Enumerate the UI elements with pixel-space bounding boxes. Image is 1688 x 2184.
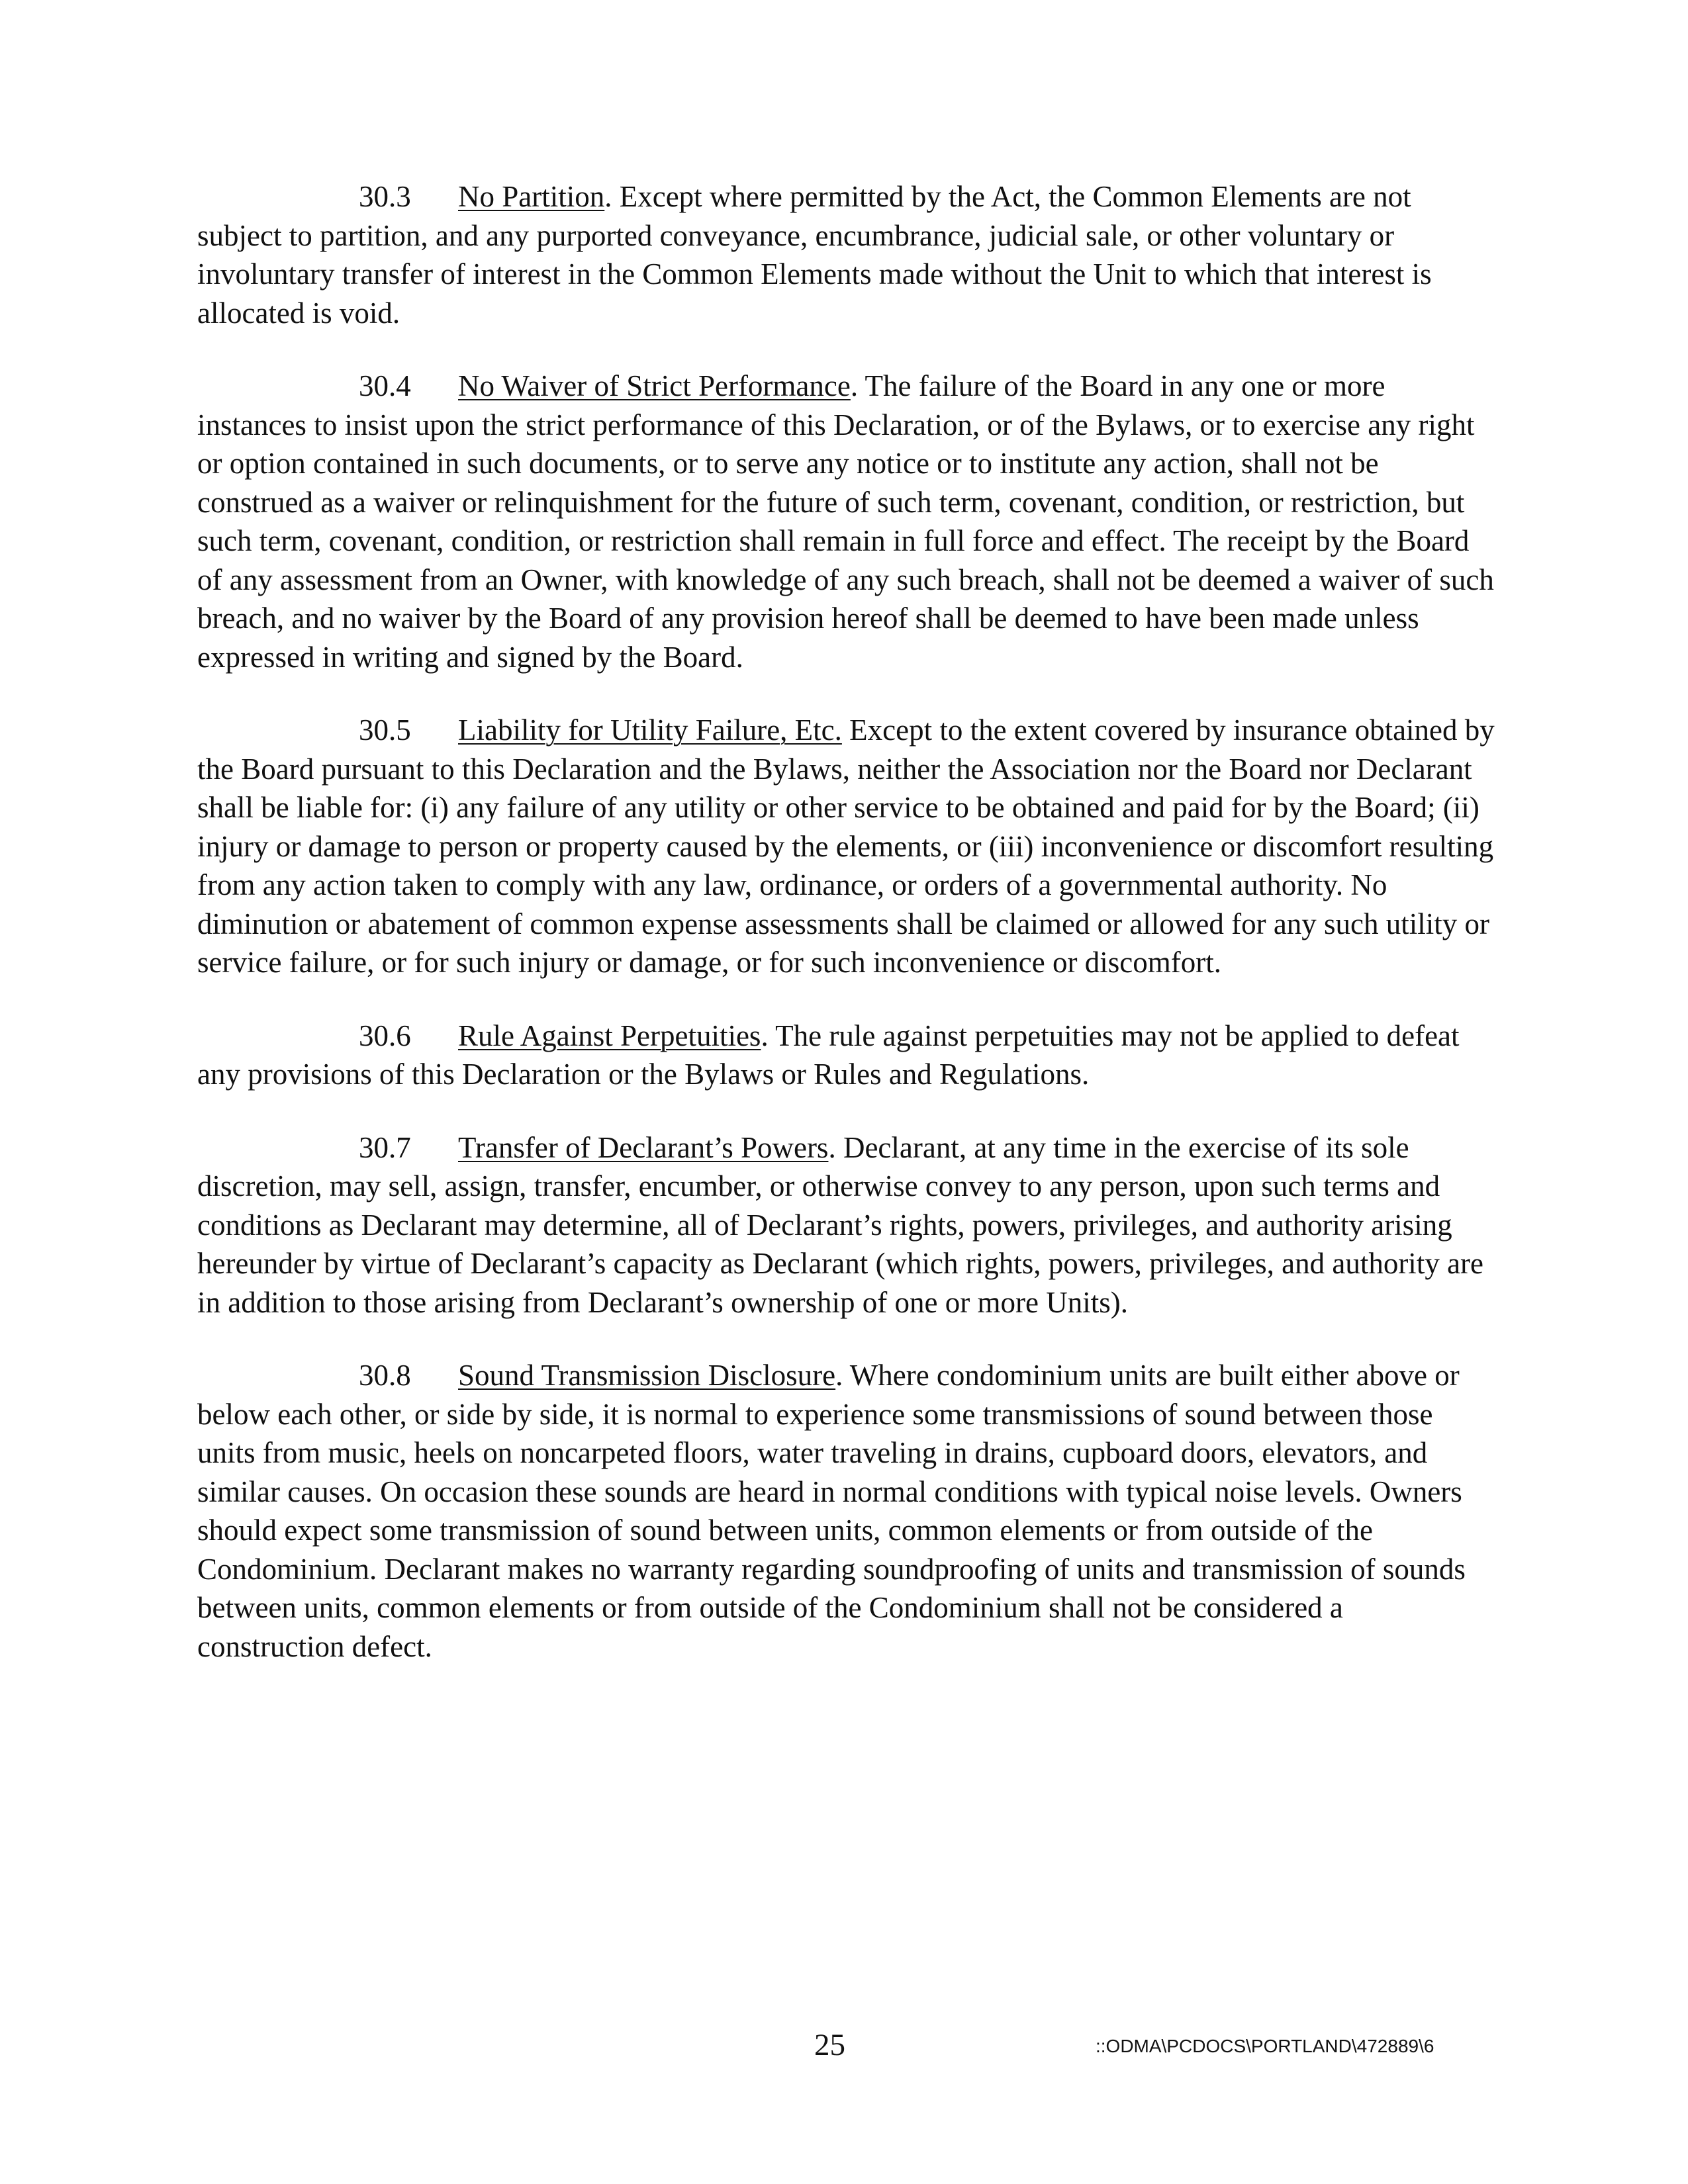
- section-30-5: [197, 711, 1495, 982]
- section-text: . Where condominium units are built either above or below each other, or side by side, it is normal to experience some transmissions of sound between those units from music, heels on noncarpeted floors, water traveling in drains, cupboard doors, elevators, and similar causes. On occasion these sounds are heard in normal conditions with typical noise levels. Owners should expect some transmission of sound between units, common elements or from outside of the Condominium. Declarant makes no warranty regarding soundproofing of units and transmission of sounds between units, common elements or from outside of the Condominium shall not be considered a construction defect.: [197, 1359, 1466, 1663]
- section-heading: Sound Transmission Disclosure: [458, 1359, 836, 1392]
- section-text: Except to the extent covered by insurance obtained by the Board pursuant to this Declaration and the Bylaws, neither the Association nor the Board nor Declarant shall be liable for: (i) any failure of any utility or other service to be obtained and paid for by the Board; (ii) injury or damage to person or property caused by the elements, or (iii) inconvenience or discomfort resulting from any action taken to comply with any law, ordinance, or orders of a governmental authority. No diminution or abatement of common expense assessments shall be claimed or allowed for any such utility or service failure, or for such injury or damage, or for such inconvenience or discomfort.: [197, 713, 1495, 979]
- document-body: [197, 177, 1495, 1700]
- section-text: . The rule against perpetuities may not be applied to defeat any provisions of this Declaration or the Bylaws or Rules and Regulations.: [197, 1019, 1460, 1091]
- section-30-7: [197, 1128, 1495, 1322]
- section-number: 30.6: [359, 1019, 411, 1052]
- section-number: 30.3: [359, 180, 411, 213]
- section-heading: No Partition: [458, 180, 605, 213]
- section-30-6: [197, 1017, 1495, 1094]
- section-text: . Declarant, at any time in the exercise of its sole discretion, may sell, assign, transfer, encumber, or otherwise convey to any person, upon such terms and conditions as Declarant may determine, all of Declarant’s rights, powers, privileges, and authority arising hereunder by virtue of Declarant’s capacity as Declarant (which rights, powers, privileges, and authority are in addition to those arising from Declarant’s ownership of one or more Units).: [197, 1130, 1483, 1319]
- section-30-4: [197, 367, 1495, 676]
- page-number: 25: [814, 2028, 845, 2062]
- section-text: . Except where permitted by the Act, the Common Elements are not subject to partition, and any purported conveyance, encumbrance, judicial sale, or other voluntary or involuntary transfer of interest in the Common Elements made without the Unit to which that interest is allocated is void.: [197, 180, 1432, 330]
- section-number: 30.5: [359, 713, 411, 747]
- section-number: 30.8: [359, 1359, 411, 1392]
- section-30-3: [197, 177, 1495, 332]
- document-path: ::ODMA\PCDOCS\PORTLAND\472889\6: [1096, 2036, 1434, 2056]
- section-number: 30.7: [359, 1130, 411, 1164]
- section-heading: Rule Against Perpetuities: [458, 1019, 761, 1052]
- section-heading: Liability for Utility Failure, Etc.: [458, 713, 842, 747]
- section-30-8: [197, 1356, 1495, 1666]
- section-heading: Transfer of Declarant’s Powers: [458, 1130, 829, 1164]
- section-heading: No Waiver of Strict Performance: [458, 369, 851, 402]
- section-text: . The failure of the Board in any one or more instances to insist upon the strict performance of this Declaration, or of the Bylaws, or to exercise any right or option contained in such documents, or to serve any notice or to institute any action, shall not be construed as a waiver or relinquishment for the future of such term, covenant, condition, or restriction, but such term, covenant, condition, or restriction shall remain in full force and effect. The receipt by the Board of any assessment from an Owner, with knowledge of any such breach, shall not be deemed a waiver of such breach, and no waiver by the Board of any provision hereof shall be deemed to have been made unless expressed in writing and signed by the Board.: [197, 369, 1494, 674]
- section-number: 30.4: [359, 369, 411, 402]
